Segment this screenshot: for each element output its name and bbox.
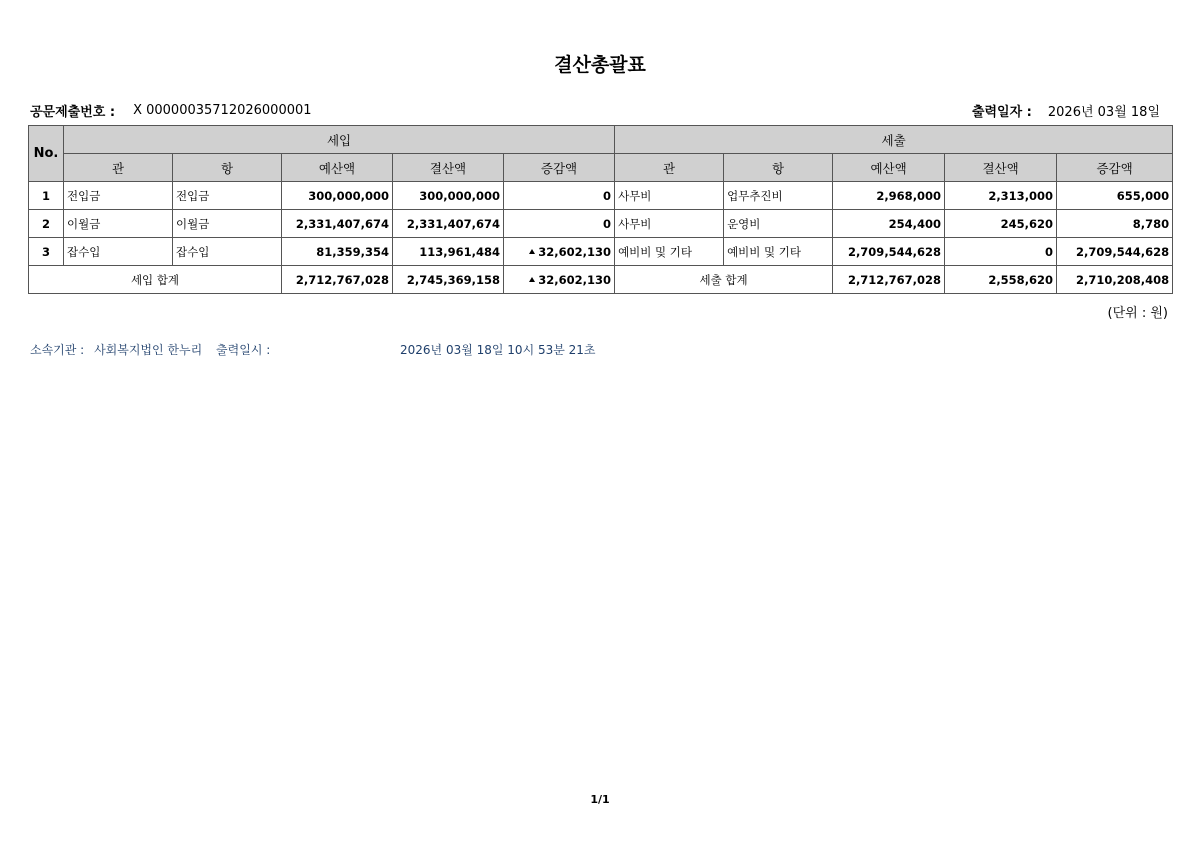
increase-triangle-icon xyxy=(529,277,535,282)
print-date-value: 2026년 03월 18일 xyxy=(1047,105,1160,120)
document-title: 결산총괄표 xyxy=(554,54,646,76)
rev-hang-cell: 이월금 xyxy=(173,210,282,238)
exp-gwan-cell: 예비비 및 기타 xyxy=(615,238,724,266)
submission-number xyxy=(30,101,312,120)
row-no: 3 xyxy=(29,238,64,266)
settlement-summary-table xyxy=(28,125,1173,294)
rev-settle-cell: 300,000,000 xyxy=(393,182,504,210)
exp-settle-cell: 2,313,000 xyxy=(945,182,1057,210)
rev-change-value: 0 xyxy=(603,188,612,203)
exp-hang-cell: 예비비 및 기타 xyxy=(724,238,833,266)
rev-hang-header: 항 xyxy=(173,154,282,182)
rev-gwan-cell: 전입금 xyxy=(64,182,173,210)
exp-gwan-cell: 사무비 xyxy=(615,210,724,238)
rev-budget-total: 2,712,767,028 xyxy=(282,266,393,294)
org-label: 소속기관 : xyxy=(30,343,85,357)
rev-change-value: 0 xyxy=(603,216,612,231)
exp-hang-header: 항 xyxy=(724,154,833,182)
table-row xyxy=(29,238,1173,266)
rev-hang-cell: 전입금 xyxy=(173,182,282,210)
exp-budget-header: 예산액 xyxy=(833,154,945,182)
row-no: 2 xyxy=(29,210,64,238)
rev-change-cell xyxy=(504,238,615,266)
printed-label: 출력일시 : xyxy=(216,343,271,357)
exp-budget-cell: 254,400 xyxy=(833,210,945,238)
rev-settlement-header: 결산액 xyxy=(393,154,504,182)
exp-hang-cell: 업무추진비 xyxy=(724,182,833,210)
rev-settle-cell: 2,331,407,674 xyxy=(393,210,504,238)
rev-gwan-header: 관 xyxy=(64,154,173,182)
print-date-label: 출력일자 : xyxy=(971,105,1032,120)
submission-label: 공문제출번호 : xyxy=(30,105,116,120)
exp-change-header: 증감액 xyxy=(1057,154,1173,182)
exp-change-cell: 655,000 xyxy=(1057,182,1173,210)
rev-change-value: 32,602,130 xyxy=(538,244,612,259)
unit-note: (단위 : 원) xyxy=(1107,306,1168,321)
printed-at: 2026년 03월 18일 10시 53분 21초 xyxy=(400,343,596,357)
rev-hang-cell: 잡수입 xyxy=(173,238,282,266)
rev-change-header: 증감액 xyxy=(504,154,615,182)
revenue-total-label: 세입 합계 xyxy=(29,266,282,294)
exp-gwan-cell: 사무비 xyxy=(615,182,724,210)
table-row xyxy=(29,182,1173,210)
exp-settle-cell: 0 xyxy=(945,238,1057,266)
exp-gwan-header: 관 xyxy=(615,154,724,182)
expense-group-header: 세출 xyxy=(615,126,1173,154)
submission-value: X 00000035712026000001 xyxy=(133,103,312,118)
org-name: 사회복지법인 한누리 xyxy=(94,343,203,357)
table-row xyxy=(29,210,1173,238)
exp-change-cell: 2,709,544,628 xyxy=(1057,238,1173,266)
footer-info xyxy=(30,341,596,358)
rev-change-total-value: 32,602,130 xyxy=(538,272,612,287)
rev-change-total xyxy=(504,266,615,294)
rev-change-cell xyxy=(504,182,615,210)
row-no: 1 xyxy=(29,182,64,210)
increase-triangle-icon xyxy=(529,249,535,254)
exp-settle-total: 2,558,620 xyxy=(945,266,1057,294)
rev-settle-total: 2,745,369,158 xyxy=(393,266,504,294)
exp-budget-cell: 2,709,544,628 xyxy=(833,238,945,266)
exp-change-total: 2,710,208,408 xyxy=(1057,266,1173,294)
rev-gwan-cell: 이월금 xyxy=(64,210,173,238)
no-header: No. xyxy=(29,126,64,182)
rev-budget-cell: 300,000,000 xyxy=(282,182,393,210)
rev-settle-cell: 113,961,484 xyxy=(393,238,504,266)
exp-change-cell: 8,780 xyxy=(1057,210,1173,238)
exp-settle-cell: 245,620 xyxy=(945,210,1057,238)
rev-budget-header: 예산액 xyxy=(282,154,393,182)
expense-total-label: 세출 합계 xyxy=(615,266,833,294)
totals-row xyxy=(29,266,1173,294)
exp-budget-total: 2,712,767,028 xyxy=(833,266,945,294)
exp-hang-cell: 운영비 xyxy=(724,210,833,238)
revenue-group-header: 세입 xyxy=(64,126,615,154)
rev-gwan-cell: 잡수입 xyxy=(64,238,173,266)
print-date xyxy=(972,101,1160,120)
page-number: 1/1 xyxy=(590,793,610,806)
rev-budget-cell: 81,359,354 xyxy=(282,238,393,266)
exp-budget-cell: 2,968,000 xyxy=(833,182,945,210)
rev-budget-cell: 2,331,407,674 xyxy=(282,210,393,238)
exp-settlement-header: 결산액 xyxy=(945,154,1057,182)
rev-change-cell xyxy=(504,210,615,238)
